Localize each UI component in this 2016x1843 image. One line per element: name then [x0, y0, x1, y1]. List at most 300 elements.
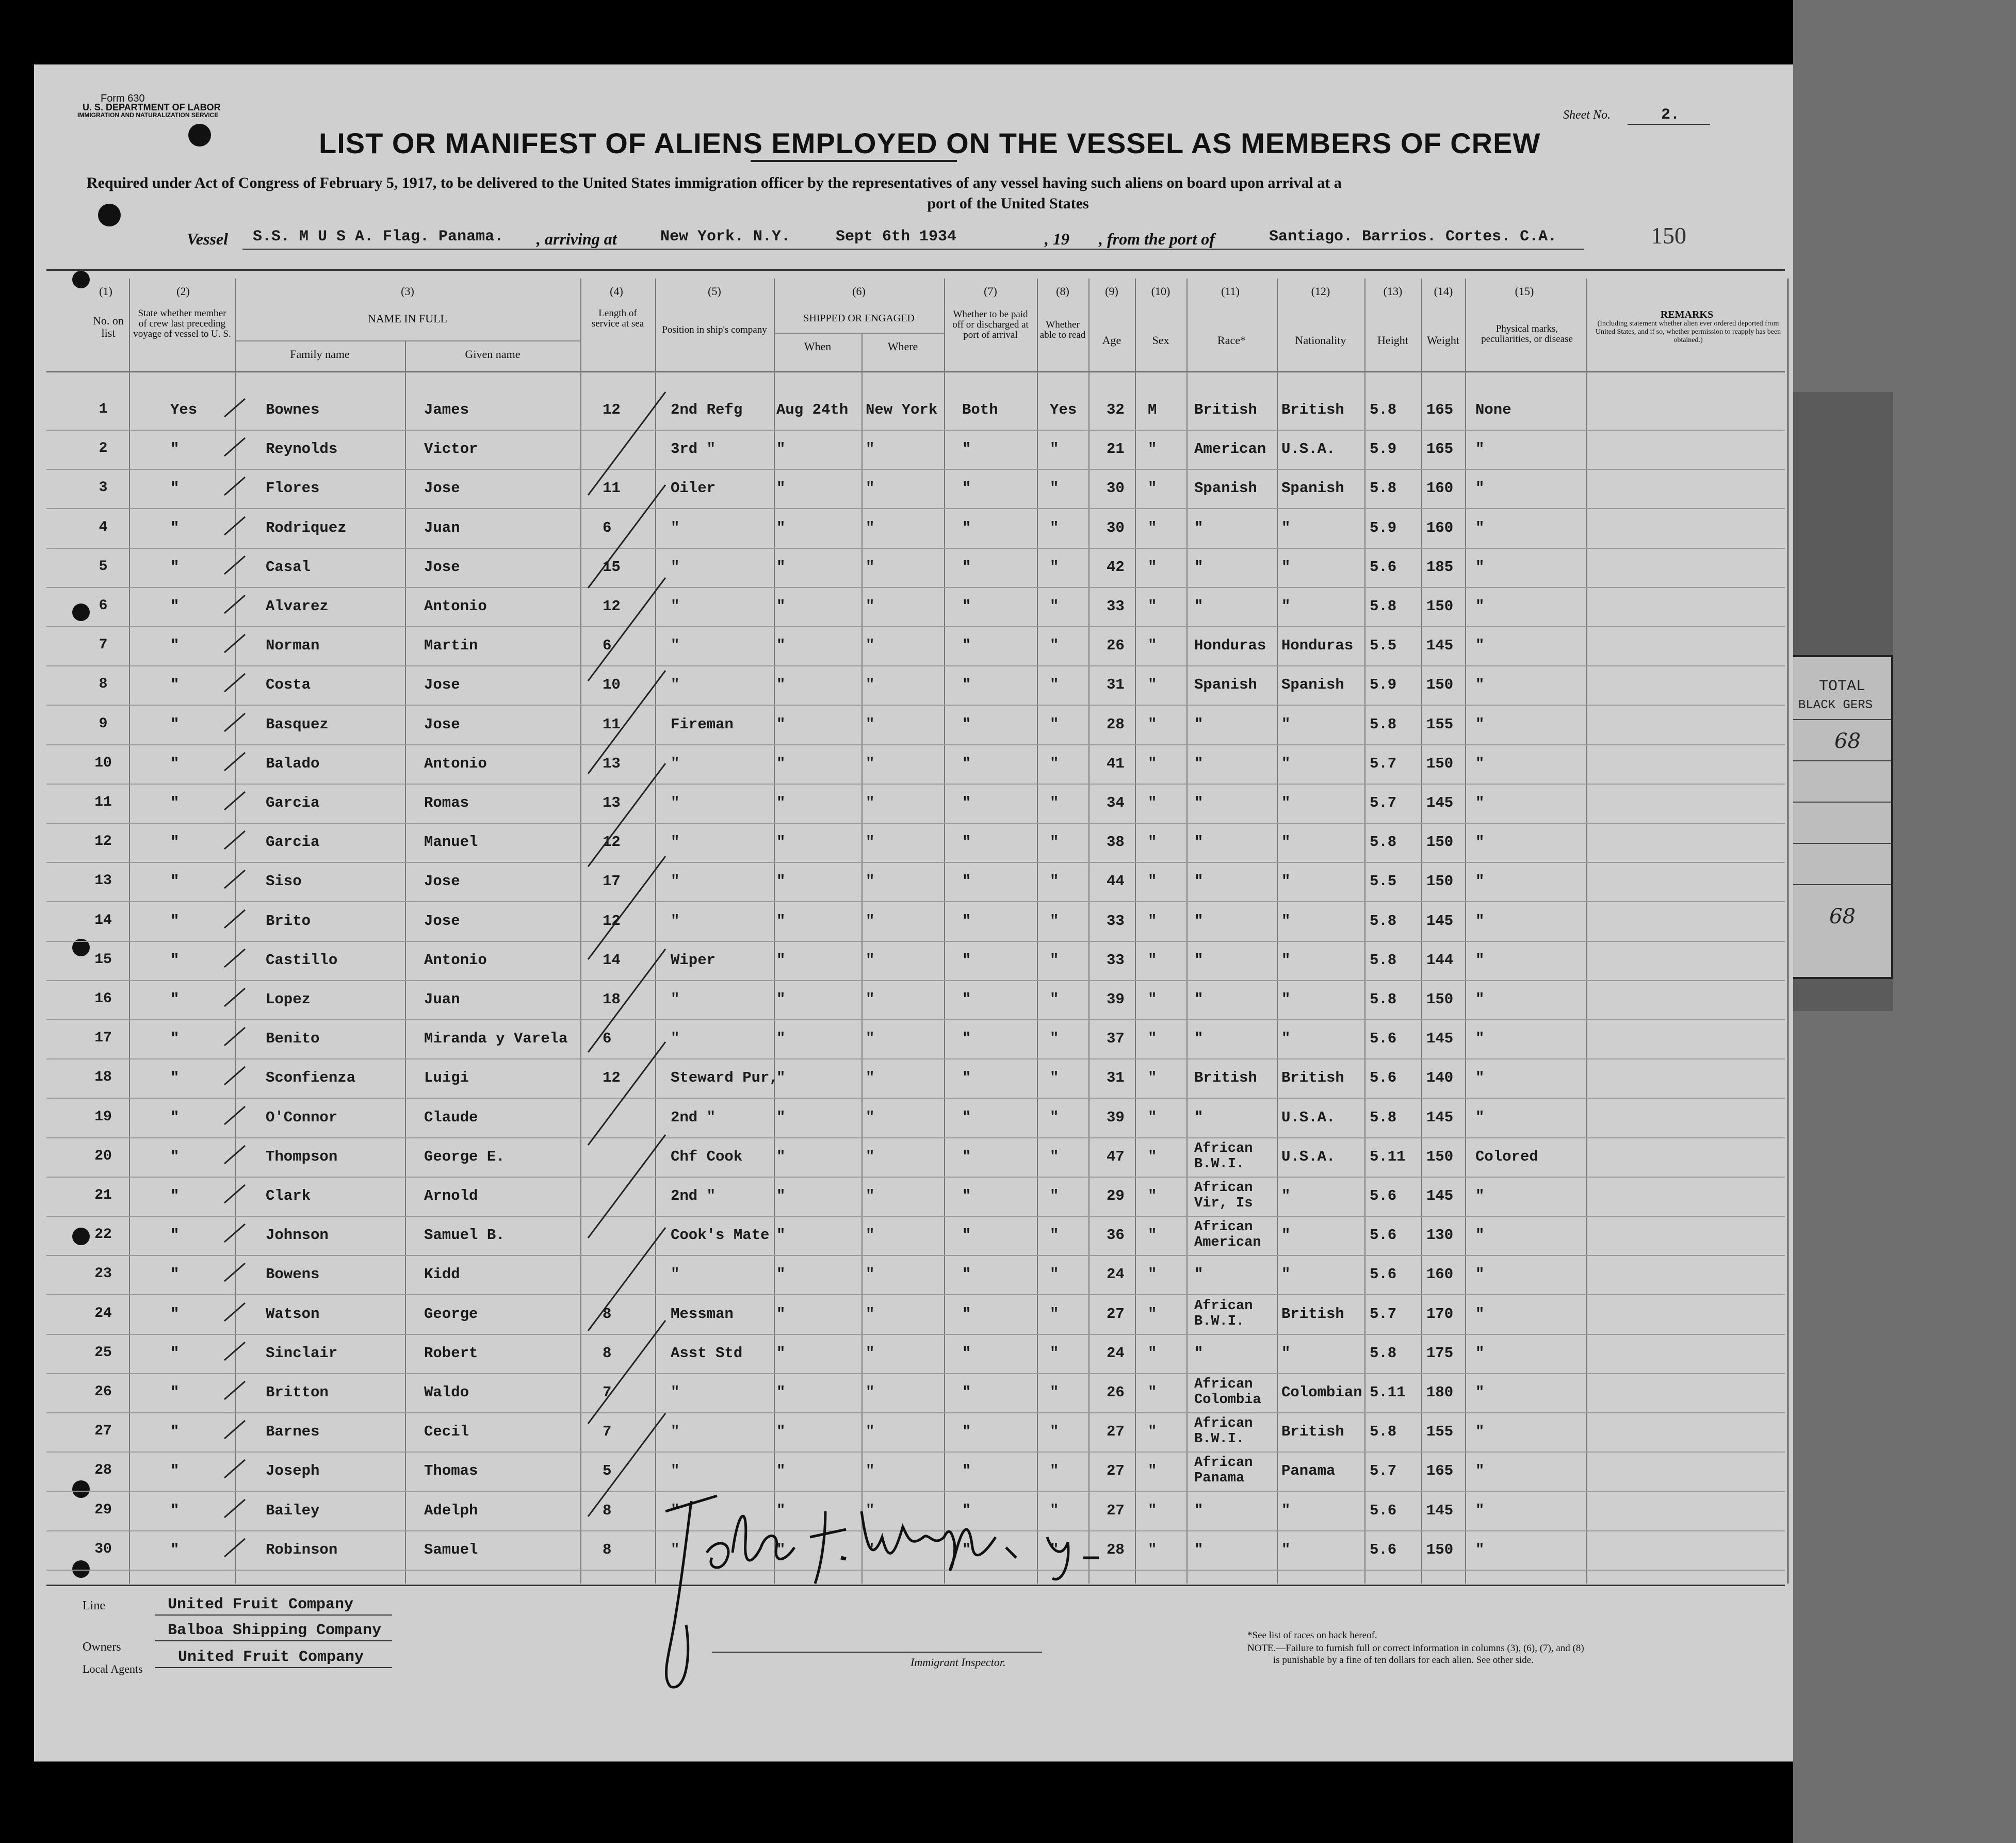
cell-position: Chf Cook — [671, 1148, 743, 1165]
row-rule — [46, 587, 1785, 588]
cell-paid-off: " — [962, 598, 971, 615]
cell-position: " — [671, 1266, 680, 1283]
column-divider — [861, 333, 863, 1584]
cell-paid-off: " — [962, 794, 971, 811]
cell-service: 14 — [603, 952, 621, 969]
cell-height: 5.6 — [1370, 1187, 1397, 1204]
cell-paid-off: " — [962, 637, 971, 654]
cell-able-to-read: " — [1050, 1502, 1059, 1519]
cell-able-to-read: " — [1050, 1148, 1059, 1165]
col-header-previous-voyage: State whether member of crew last preceding voyage of vessel to U. S. — [133, 308, 231, 339]
cell-list-number: 12 — [94, 834, 112, 850]
cell-nationality: " — [1281, 1345, 1291, 1362]
cell-nationality: " — [1281, 1030, 1291, 1047]
cell-family-name: Sinclair — [266, 1345, 338, 1362]
cell-nationality: U.S.A. — [1281, 1148, 1336, 1165]
row-rule — [46, 1058, 1785, 1059]
cell-position: " — [671, 559, 680, 576]
cell-family-name: Rodriquez — [266, 519, 347, 536]
cell-position: " — [671, 912, 680, 929]
cell-race: African Vir, Is — [1194, 1180, 1253, 1211]
cell-given-name: Thomas — [424, 1462, 478, 1479]
col-header-family-name: Family name — [290, 348, 350, 361]
cell-age: 33 — [1107, 598, 1125, 615]
cell-service: 6 — [603, 519, 612, 536]
cell-able-to-read: " — [1050, 1462, 1059, 1479]
cell-paid-off: " — [962, 834, 971, 851]
cell-given-name: Cecil — [424, 1423, 469, 1440]
cell-shipped-where: " — [866, 952, 875, 969]
cell-height: 5.8 — [1370, 401, 1397, 418]
cell-previous-voyage: " — [170, 991, 180, 1008]
cell-shipped-when: " — [776, 1345, 786, 1362]
cell-able-to-read: " — [1050, 1109, 1059, 1126]
cell-weight: 150 — [1426, 598, 1454, 615]
cell-race: British — [1194, 401, 1257, 418]
owners-label: Owners — [83, 1640, 121, 1654]
column-divider — [1421, 279, 1422, 1584]
cell-nationality: " — [1281, 519, 1291, 536]
cell-paid-off: " — [962, 676, 971, 693]
cell-given-name: Juan — [424, 519, 460, 536]
cell-nationality: " — [1281, 794, 1291, 811]
cell-age: 32 — [1107, 401, 1125, 418]
cell-sex: " — [1148, 755, 1157, 772]
races-note: *See list of races on back hereof. — [1247, 1630, 1377, 1641]
cell-previous-voyage: " — [170, 834, 180, 851]
row-rule — [46, 1177, 1785, 1178]
cell-given-name: Miranda y Varela — [424, 1030, 568, 1047]
cell-shipped-where: " — [866, 1187, 875, 1204]
cell-height: 5.6 — [1370, 1227, 1397, 1244]
cell-shipped-when: " — [776, 794, 786, 811]
cell-height: 5.8 — [1370, 952, 1397, 969]
cell-sex: " — [1148, 794, 1157, 811]
cell-paid-off: " — [962, 1306, 971, 1323]
cell-shipped-when: " — [776, 1187, 786, 1204]
cell-physical-marks: " — [1475, 441, 1485, 458]
row-rule — [46, 1098, 1785, 1099]
cell-nationality: U.S.A. — [1281, 1109, 1336, 1126]
cell-physical-marks: " — [1475, 912, 1485, 929]
cell-height: 5.8 — [1370, 1109, 1397, 1126]
punch-hole — [72, 1228, 90, 1245]
check-mark — [222, 435, 248, 461]
col-number: (6) — [852, 285, 866, 298]
cell-position: " — [671, 1462, 680, 1479]
cell-physical-marks: " — [1475, 559, 1485, 576]
tally-label-2: BLACK GERS — [1798, 698, 1873, 712]
cell-paid-off: " — [962, 755, 971, 772]
cell-weight: 145 — [1426, 1187, 1454, 1204]
cell-service: 17 — [603, 873, 621, 890]
cell-service: 15 — [603, 559, 621, 576]
col-number: (10) — [1151, 285, 1170, 298]
cell-nationality: Spanish — [1281, 480, 1344, 497]
column-divider — [1277, 279, 1278, 1584]
cell-list-number: 26 — [94, 1384, 112, 1400]
cell-list-number: 9 — [99, 716, 108, 732]
cell-given-name: Jose — [424, 873, 460, 890]
vessel-line-rule — [242, 249, 1584, 250]
row-rule — [46, 980, 1785, 981]
cell-previous-voyage: " — [170, 1148, 180, 1165]
cell-able-to-read: " — [1050, 676, 1059, 693]
cell-sex: " — [1148, 1030, 1157, 1047]
cell-physical-marks: " — [1475, 676, 1485, 693]
cell-weight: 155 — [1426, 1423, 1454, 1440]
col-number: (8) — [1056, 285, 1069, 298]
cell-list-number: 1 — [99, 401, 108, 417]
cell-nationality: " — [1281, 1227, 1291, 1244]
cell-list-number: 28 — [94, 1462, 112, 1478]
cell-weight: 150 — [1426, 834, 1454, 851]
cell-race: " — [1194, 1266, 1204, 1283]
cell-able-to-read: " — [1050, 1030, 1059, 1047]
cell-shipped-where: " — [866, 1227, 875, 1244]
cell-paid-off: " — [962, 1541, 971, 1558]
cell-sex: " — [1148, 912, 1157, 929]
cell-shipped-when: " — [776, 873, 786, 890]
cell-position: 3rd " — [671, 441, 716, 458]
cell-previous-voyage: " — [170, 1345, 180, 1362]
cell-sex: " — [1148, 1109, 1157, 1126]
check-mark — [222, 947, 248, 972]
row-rule — [46, 626, 1785, 627]
cell-position: " — [671, 1502, 680, 1519]
cell-physical-marks: " — [1475, 598, 1485, 615]
cell-list-number: 24 — [94, 1306, 112, 1322]
cell-nationality: " — [1281, 716, 1291, 733]
cell-family-name: Garcia — [266, 794, 320, 811]
cell-family-name: Barnes — [266, 1423, 320, 1440]
cell-shipped-where: " — [866, 1109, 875, 1126]
cell-paid-off: " — [962, 1187, 971, 1204]
cell-nationality: " — [1281, 598, 1291, 615]
cell-age: 27 — [1107, 1423, 1125, 1440]
check-mark — [222, 750, 248, 776]
agents-rule — [155, 1667, 392, 1668]
cell-given-name: Jose — [424, 559, 460, 576]
row-rule — [46, 941, 1785, 942]
cell-position: Cook's Mate — [671, 1227, 770, 1244]
cell-position: " — [671, 834, 680, 851]
cell-previous-voyage: " — [170, 1187, 180, 1204]
column-divider — [1364, 279, 1365, 1584]
cell-shipped-when: " — [776, 1502, 786, 1519]
cell-service: 13 — [603, 794, 621, 811]
cell-physical-marks: " — [1475, 873, 1485, 890]
cell-shipped-when: " — [776, 1148, 786, 1165]
cell-sex: " — [1148, 873, 1157, 890]
row-rule — [46, 862, 1785, 863]
cell-height: 5.8 — [1370, 834, 1397, 851]
row-rule — [46, 1137, 1785, 1138]
cell-family-name: Casal — [266, 559, 311, 576]
cell-previous-voyage: " — [170, 1109, 180, 1126]
col-header-paid-off: Whether to be paid off or discharged at port of arrival — [952, 309, 1029, 340]
col-number: (4) — [610, 285, 623, 298]
cell-family-name: Norman — [266, 637, 320, 654]
cell-shipped-where: " — [866, 716, 875, 733]
cell-race: American — [1194, 441, 1266, 458]
cell-physical-marks: " — [1475, 637, 1485, 654]
cell-nationality: " — [1281, 1541, 1291, 1558]
cell-previous-voyage: " — [170, 1069, 180, 1086]
row-rule — [46, 508, 1785, 509]
cell-race: " — [1194, 598, 1204, 615]
cell-service: 12 — [603, 912, 621, 929]
cell-given-name: Samuel B. — [424, 1227, 505, 1244]
cell-able-to-read: " — [1050, 912, 1059, 929]
cell-paid-off: " — [962, 873, 971, 890]
cell-able-to-read: " — [1050, 1345, 1059, 1362]
cell-sex: " — [1148, 952, 1157, 969]
cell-shipped-when: " — [776, 1069, 786, 1086]
cell-given-name: Samuel — [424, 1541, 478, 1558]
cell-list-number: 14 — [94, 912, 112, 928]
cell-age: 33 — [1107, 912, 1125, 929]
cell-paid-off: " — [962, 1069, 971, 1086]
cell-weight: 145 — [1426, 1502, 1454, 1519]
cell-physical-marks: " — [1475, 794, 1485, 811]
cell-sex: " — [1148, 1187, 1157, 1204]
cell-age: 28 — [1107, 1541, 1125, 1558]
cell-previous-voyage: " — [170, 912, 180, 929]
cell-sex: " — [1148, 991, 1157, 1008]
tally-value-2: 68 — [1829, 905, 1856, 928]
cell-previous-voyage: " — [170, 1384, 180, 1401]
column-divider — [1037, 279, 1038, 1584]
cell-given-name: Juan — [424, 991, 460, 1008]
tally-label-1: TOTAL — [1819, 678, 1866, 695]
col-header-shipped: SHIPPED OR ENGAGED — [803, 313, 915, 324]
cell-list-number: 8 — [99, 676, 108, 692]
cell-able-to-read: " — [1050, 1384, 1059, 1401]
cell-list-number: 5 — [99, 559, 108, 575]
cell-sex: " — [1148, 1423, 1157, 1440]
cell-family-name: Alvarez — [266, 598, 329, 615]
cell-list-number: 25 — [94, 1345, 112, 1361]
cell-position: " — [671, 1541, 680, 1558]
cell-height: 5.6 — [1370, 1541, 1397, 1558]
cell-given-name: James — [424, 401, 469, 418]
inspector-label: Immigrant Inspector. — [911, 1656, 1006, 1669]
check-mark — [222, 907, 248, 933]
cell-paid-off: " — [962, 559, 971, 576]
cell-family-name: Brito — [266, 912, 311, 929]
cell-sex: " — [1148, 1148, 1157, 1165]
col-header-given-name: Given name — [465, 348, 521, 361]
cell-previous-voyage: Yes — [170, 401, 198, 418]
cell-paid-off: " — [962, 1462, 971, 1479]
cell-race: " — [1194, 952, 1204, 969]
cell-family-name: Reynolds — [266, 441, 338, 458]
cell-given-name: Waldo — [424, 1384, 469, 1401]
cell-physical-marks: " — [1475, 1306, 1485, 1323]
cell-race: " — [1194, 1109, 1204, 1126]
cell-age: 31 — [1107, 1069, 1125, 1086]
cell-height: 5.11 — [1370, 1384, 1406, 1401]
cell-shipped-when: " — [776, 637, 786, 654]
cell-sex: " — [1148, 480, 1157, 497]
cell-previous-voyage: " — [170, 1423, 180, 1440]
col-header-position: Position in ship's company — [662, 324, 767, 335]
cell-list-number: 19 — [94, 1109, 112, 1125]
col-header-sex: Sex — [1152, 334, 1169, 347]
punch-hole — [188, 124, 211, 146]
cell-age: 36 — [1107, 1227, 1125, 1244]
row-rule — [46, 469, 1785, 470]
check-mark — [222, 632, 248, 658]
col-header-remarks: REMARKS — [1660, 309, 1714, 320]
cell-nationality: " — [1281, 1266, 1291, 1283]
cell-shipped-when: " — [776, 1109, 786, 1126]
col-header-remarks-note: (Including statement whether alien ever ordered deported from United States, and if so, whether permission to reapply has been obtained.) — [1595, 320, 1781, 344]
cell-family-name: Castillo — [266, 952, 338, 969]
check-mark — [222, 1221, 248, 1247]
cell-age: 30 — [1107, 480, 1125, 497]
form-service: IMMIGRATION AND NATURALIZATION SERVICE — [77, 111, 219, 119]
cell-race: African B.W.I. — [1194, 1141, 1253, 1172]
col-header-no: No. on list — [93, 314, 124, 339]
cell-height: 5.8 — [1370, 1423, 1397, 1440]
cell-shipped-where: " — [866, 519, 875, 536]
cell-paid-off: " — [962, 519, 971, 536]
cell-list-number: 29 — [94, 1502, 112, 1518]
cell-race: African Colombia — [1194, 1377, 1261, 1408]
col-number: (3) — [401, 285, 414, 298]
cell-given-name: Jose — [424, 912, 460, 929]
cell-position: Fireman — [671, 716, 734, 733]
cell-list-number: 23 — [94, 1266, 112, 1282]
check-mark — [222, 1261, 248, 1286]
cell-list-number: 20 — [94, 1148, 112, 1164]
cell-list-number: 27 — [94, 1423, 112, 1439]
cell-able-to-read: " — [1050, 637, 1059, 654]
cell-paid-off: " — [962, 952, 971, 969]
cell-previous-voyage: " — [170, 519, 180, 536]
cell-position: " — [671, 1423, 680, 1440]
cell-height: 5.7 — [1370, 794, 1397, 811]
check-mark — [222, 1182, 248, 1208]
cell-family-name: Bowens — [266, 1266, 320, 1283]
cell-race: Spanish — [1194, 480, 1257, 497]
cell-age: 37 — [1107, 1030, 1125, 1047]
tally-rule — [1788, 760, 1891, 761]
check-mark — [222, 1104, 248, 1130]
cell-physical-marks: " — [1475, 1541, 1485, 1558]
cell-shipped-when: " — [776, 519, 786, 536]
cell-paid-off: " — [962, 1227, 971, 1244]
cell-nationality: " — [1281, 873, 1291, 890]
agents-label: Local Agents — [83, 1662, 143, 1675]
check-mark — [222, 711, 248, 737]
cell-given-name: Luigi — [424, 1069, 469, 1086]
cell-previous-voyage: " — [170, 598, 180, 615]
cell-family-name: Johnson — [266, 1227, 329, 1244]
row-rule — [46, 1373, 1785, 1374]
column-divider — [774, 279, 775, 1584]
column-divider — [944, 279, 945, 1584]
cell-sex: " — [1148, 559, 1157, 576]
cell-weight: 145 — [1426, 637, 1454, 654]
cell-paid-off: " — [962, 1266, 971, 1283]
cell-family-name: Joseph — [266, 1462, 320, 1479]
cell-family-name: Thompson — [266, 1148, 338, 1165]
cell-family-name: O'Connor — [266, 1109, 338, 1126]
cell-previous-voyage: " — [170, 480, 180, 497]
cell-family-name: Clark — [266, 1187, 311, 1204]
cell-weight: 150 — [1426, 676, 1454, 693]
cell-physical-marks: " — [1475, 519, 1485, 536]
check-mark — [222, 593, 248, 618]
cell-physical-marks: " — [1475, 1109, 1485, 1126]
col-header-where: Where — [887, 340, 918, 353]
row-rule — [46, 1412, 1785, 1413]
cell-race: " — [1194, 1502, 1204, 1519]
cell-shipped-when: " — [776, 1423, 786, 1440]
cell-shipped-when: " — [776, 991, 786, 1008]
manifest-title: LIST OR MANIFEST OF ALIENS EMPLOYED ON THE VESSEL AS MEMBERS OF CREW — [319, 127, 1541, 159]
cell-physical-marks: Colored — [1475, 1148, 1538, 1165]
col-header-when: When — [804, 340, 832, 353]
cell-able-to-read: " — [1050, 794, 1059, 811]
cell-physical-marks: " — [1475, 716, 1485, 733]
cell-sex: " — [1148, 1227, 1157, 1244]
cell-position: " — [671, 676, 680, 693]
cell-list-number: 21 — [94, 1187, 112, 1203]
cell-nationality: " — [1281, 1502, 1291, 1519]
form-department: U. S. DEPARTMENT OF LABOR — [83, 102, 221, 112]
column-divider — [1586, 279, 1587, 1584]
cell-service: 6 — [603, 1030, 612, 1047]
cell-position: " — [671, 598, 680, 615]
check-mark — [222, 1379, 248, 1405]
cell-weight: 145 — [1426, 1109, 1454, 1126]
cell-shipped-where: " — [866, 1030, 875, 1047]
cell-weight: 130 — [1426, 1227, 1454, 1244]
cell-list-number: 2 — [99, 441, 108, 456]
cell-physical-marks: " — [1475, 1384, 1485, 1401]
cell-given-name: Arnold — [424, 1187, 478, 1204]
cell-shipped-where: " — [866, 441, 875, 458]
cell-shipped-when: " — [776, 716, 786, 733]
cell-nationality: " — [1281, 991, 1291, 1008]
cell-service: 8 — [603, 1345, 612, 1362]
cell-weight: 185 — [1426, 559, 1454, 576]
cell-paid-off: " — [962, 1423, 971, 1440]
cell-paid-off: " — [962, 991, 971, 1008]
col-number: (1) — [99, 285, 112, 298]
row-rule — [46, 901, 1785, 902]
col-number: (13) — [1383, 285, 1403, 298]
cell-physical-marks: None — [1475, 401, 1511, 418]
cell-shipped-when: " — [776, 1266, 786, 1283]
cell-weight: 160 — [1426, 519, 1454, 536]
cell-paid-off: " — [962, 1109, 971, 1126]
cell-given-name: Antonio — [424, 755, 487, 772]
cell-family-name: Bailey — [266, 1502, 320, 1519]
cell-list-number: 15 — [94, 952, 112, 968]
cell-physical-marks: " — [1475, 1030, 1485, 1047]
column-divider — [1787, 279, 1789, 1584]
check-mark — [222, 1064, 248, 1090]
cell-given-name: Claude — [424, 1109, 478, 1126]
cell-family-name: Balado — [266, 755, 320, 772]
cell-age: 26 — [1107, 1384, 1125, 1401]
cell-given-name: Antonio — [424, 952, 487, 969]
